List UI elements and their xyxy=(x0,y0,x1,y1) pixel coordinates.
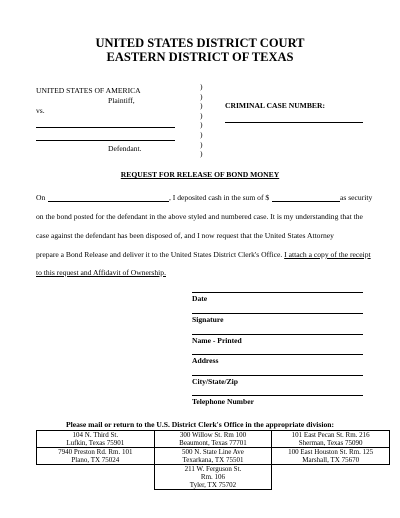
request-line2: on the bond posted for the defendant in the above styled and numbered case. It is my understanding that the xyxy=(36,212,363,221)
request-line4-text: prepare a Bond Release and deliver it to the United States District Clerk's Office. xyxy=(36,250,283,259)
plaintiff-name: UNITED STATES OF AMERICA xyxy=(36,86,141,95)
city-state-zip-label: City/State/Zip xyxy=(192,377,238,386)
court-name-line1: UNITED STATES DISTRICT COURT xyxy=(95,36,305,50)
request-line3: case against the defendant has been disposed of, and I now request that the United States Attorney xyxy=(36,231,334,240)
name-printed-line[interactable] xyxy=(192,334,363,335)
date-label: Date xyxy=(192,294,208,303)
table-row xyxy=(37,465,390,490)
address-cell-marshall: 100 East Houston St. Rm. 125 Marshall, TX 75670 xyxy=(272,448,390,465)
telephone-label: Telephone Number xyxy=(192,397,254,406)
address-cell-lufkin: 104 N. Third St. Lufkin, Texas 75901 xyxy=(37,431,155,448)
mail-heading: Please mail or return to the U.S. District Clerk's Office in the appropriate division: xyxy=(65,420,335,429)
address-cell-plano: 7940 Preston Rd. Rm. 101 Plano, TX 75024 xyxy=(37,448,155,465)
request-line4-attach: I attach a copy of the receipt xyxy=(284,250,371,259)
signature-line[interactable] xyxy=(192,313,363,314)
request-line4 xyxy=(36,250,371,259)
address-cell-sherman: 101 East Pecan St. Rm. 216 Sherman, Texas 75090 xyxy=(272,431,390,448)
city-state-zip-line[interactable] xyxy=(192,375,363,376)
date-line[interactable] xyxy=(192,292,363,293)
request-line1-on: On xyxy=(36,193,46,202)
table-row xyxy=(37,448,390,465)
clerk-office-address-table xyxy=(36,430,390,490)
deposit-amount-line[interactable] xyxy=(272,201,340,202)
defendant-name-line-1 xyxy=(36,127,175,128)
telephone-line[interactable] xyxy=(192,395,363,396)
defendant-name-line-2 xyxy=(36,140,175,141)
caption-parentheses: ) ) ) ) ) ) ) ) xyxy=(200,82,203,159)
vs-label: vs. xyxy=(36,106,45,115)
court-name-line2: EASTERN DISTRICT OF TEXAS xyxy=(106,50,294,64)
address-line[interactable] xyxy=(192,354,363,355)
deposit-date-line[interactable] xyxy=(48,201,169,202)
request-line1-mid: , I deposited cash in the sum of $ xyxy=(169,193,270,202)
address-cell-beaumont: 300 Willow St. Rm 100 Beaumont, Texas 77701 xyxy=(154,431,272,448)
address-cell-tyler: 211 W. Ferguson St. Rm. 106 Tyler, TX 75702 xyxy=(154,465,272,490)
request-line1-end: as security xyxy=(340,193,373,202)
request-title: REQUEST FOR RELEASE OF BOND MONEY xyxy=(120,170,280,179)
table-row xyxy=(37,431,390,448)
case-number-line[interactable] xyxy=(225,122,363,123)
request-line5: to this request and Affidavit of Ownership. xyxy=(36,268,166,277)
plaintiff-label: Plaintiff, xyxy=(108,96,135,105)
address-label: Address xyxy=(192,356,219,365)
defendant-label: Defendant. xyxy=(108,144,142,153)
address-cell-texarkana: 500 N. State Line Ave Texarkana, TX 75501 xyxy=(154,448,272,465)
signature-label: Signature xyxy=(192,315,224,324)
name-printed-label: Name - Printed xyxy=(192,336,242,345)
case-number-label: CRIMINAL CASE NUMBER: xyxy=(225,101,325,110)
